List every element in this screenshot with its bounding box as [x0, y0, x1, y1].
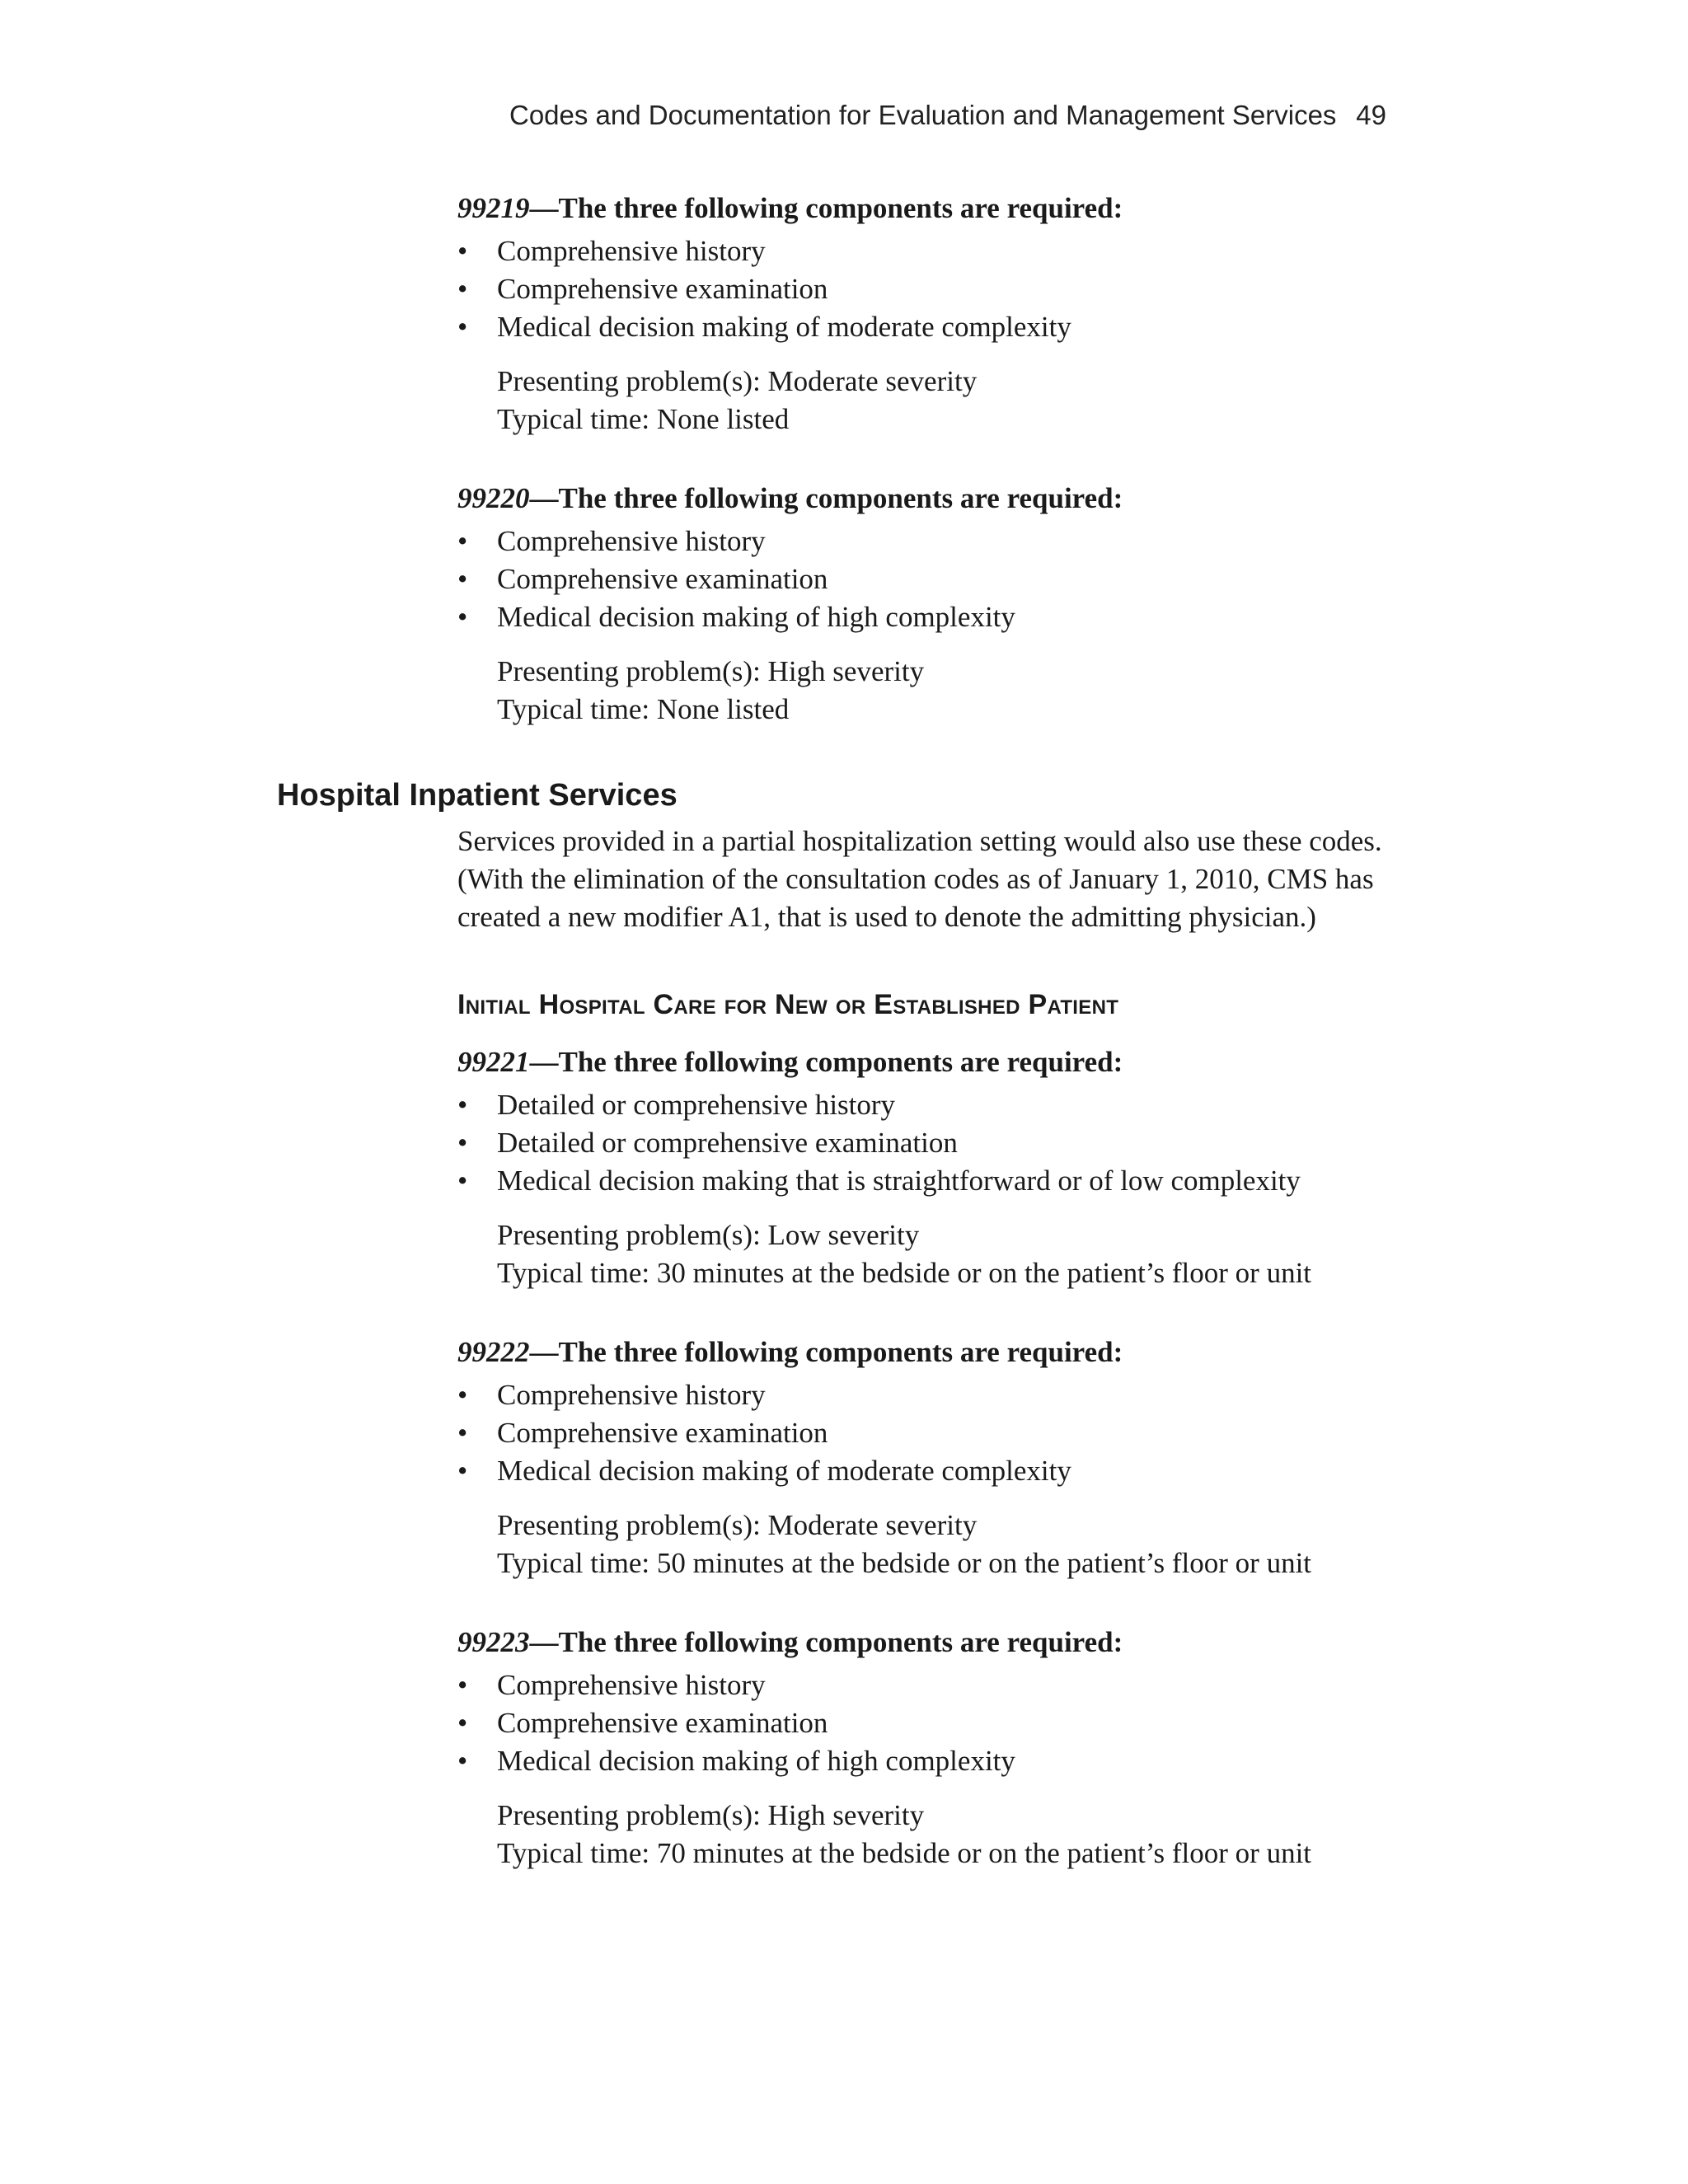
list-item: • Comprehensive history [457, 1376, 1389, 1414]
component-list [457, 232, 1389, 346]
intro-line: Services provided in a partial hospitalization setting would also use these codes. [457, 825, 1382, 857]
code-notes [457, 363, 1389, 438]
presenting-problem: Presenting problem(s): High severity [497, 655, 925, 687]
component-list [457, 1376, 1389, 1490]
list-item: • Medical decision making that is straightforward or of low complexity [457, 1162, 1389, 1200]
presenting-problem: Presenting problem(s): Low severity [497, 1219, 920, 1251]
list-item: • Medical decision making of high complexity [457, 598, 1389, 636]
code-number: 99219 [457, 192, 530, 224]
component-list [457, 1666, 1389, 1780]
section-intro [457, 823, 1389, 936]
list-item: • Detailed or comprehensive examination [457, 1124, 1389, 1162]
typical-time: Typical time: None listed [497, 403, 790, 435]
top-code-list [457, 188, 1389, 768]
list-item: • Comprehensive history [457, 523, 1389, 560]
running-head-title: Codes and Documentation for Evaluation and Management Services [509, 100, 1337, 130]
list-item: • Comprehensive examination [457, 270, 1389, 308]
intro-line: created a new modifier A1, that is used to denote the admitting physician.) [457, 901, 1316, 933]
code-notes [457, 1797, 1389, 1872]
code-block-99223 [457, 1622, 1389, 1872]
code-heading-text: —The three following components are required: [529, 192, 1123, 224]
list-item: • Detailed or comprehensive history [457, 1086, 1389, 1124]
code-heading [457, 478, 1389, 519]
code-heading [457, 188, 1389, 229]
code-number: 99220 [457, 482, 530, 514]
code-heading-text: —The three following components are required: [529, 482, 1123, 514]
code-number: 99223 [457, 1626, 530, 1658]
section-title: Hospital Inpatient Services [277, 778, 678, 813]
typical-time: Typical time: 70 minutes at the bedside or on the patient’s floor or unit [497, 1837, 1312, 1869]
code-block-99220 [457, 478, 1389, 729]
typical-time: Typical time: None listed [497, 693, 790, 725]
code-heading-text: —The three following components are required: [529, 1336, 1123, 1368]
component-list [457, 1086, 1389, 1200]
subsection-heading: Initial Hospital Care for New or Established Patient [457, 989, 1119, 1020]
page-number: 49 [1356, 100, 1386, 130]
list-item: • Comprehensive examination [457, 560, 1389, 598]
code-heading [457, 1622, 1389, 1663]
list-item: • Medical decision making of moderate complexity [457, 1452, 1389, 1490]
code-number: 99221 [457, 1046, 530, 1078]
code-notes [457, 1507, 1389, 1582]
list-item: • Medical decision making of high complexity [457, 1742, 1389, 1780]
code-heading-text: —The three following components are required: [529, 1626, 1123, 1658]
typical-time: Typical time: 50 minutes at the bedside or on the patient’s floor or unit [497, 1547, 1312, 1579]
typical-time: Typical time: 30 minutes at the bedside or on the patient’s floor or unit [497, 1257, 1312, 1289]
intro-line: (With the elimination of the consultation codes as of January 1, 2010, CMS has [457, 863, 1374, 895]
code-block-99221 [457, 1042, 1389, 1292]
presenting-problem: Presenting problem(s): Moderate severity [497, 1509, 978, 1541]
list-item: • Comprehensive examination [457, 1414, 1389, 1452]
section-body [457, 823, 1389, 1912]
code-heading [457, 1332, 1389, 1373]
component-list [457, 523, 1389, 636]
code-block-99219 [457, 188, 1389, 438]
code-number: 99222 [457, 1336, 530, 1368]
running-head [462, 92, 1386, 138]
list-item: • Comprehensive history [457, 232, 1389, 270]
code-heading [457, 1042, 1389, 1083]
list-item: • Comprehensive history [457, 1666, 1389, 1704]
code-notes [457, 653, 1389, 729]
presenting-problem: Presenting problem(s): Moderate severity [497, 365, 978, 397]
code-heading-text: —The three following components are required: [529, 1046, 1123, 1078]
code-block-99222 [457, 1332, 1389, 1582]
list-item: • Comprehensive examination [457, 1704, 1389, 1742]
presenting-problem: Presenting problem(s): High severity [497, 1799, 925, 1831]
code-notes [457, 1216, 1389, 1292]
list-item: • Medical decision making of moderate complexity [457, 308, 1389, 346]
